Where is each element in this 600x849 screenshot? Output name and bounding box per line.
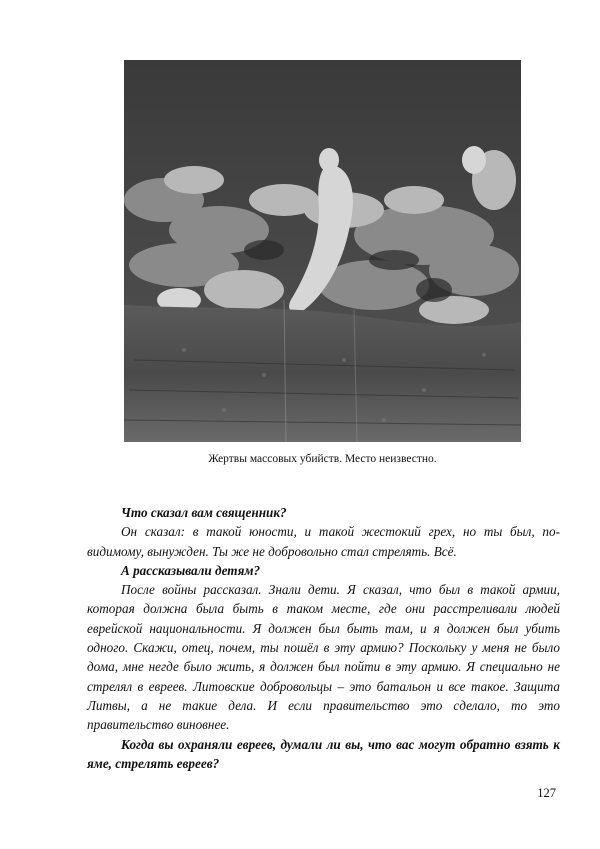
interview-answer: После войны рассказал. Знали дети. Я сказал, что был в такой армии, которая должна была быть в таком месте, где они расстреливали людей еврейской национальности. Я должен был быть там, и я должен был убить одного. Скажи, отец, почем, ты пошёл в эту армию? Поскольку у меня не было дома, мне негде было жить, я должен был пойти в эту армию. Я специально не стрелял в евреев. Литовские добровольцы – это батальон и все такое. Защита Литвы, а не такие дела. И если правительство это сделало, то это правительство виновнее. xyxy=(87,582,560,733)
historical-photograph xyxy=(124,60,521,442)
interview-question: Когда вы охраняли евреев, думали ли вы, что вас могут обратно взять к яме, стрелять евреев? xyxy=(87,736,560,771)
page-number: 127 xyxy=(537,786,556,800)
interview-question: Что сказал вам священник? xyxy=(121,505,287,520)
interview-text xyxy=(87,503,560,773)
interview-answer: Он сказал: в такой юности, и такой жестокий грех, но ты был, по-видимому, вынужден. Ты же не добровольно стал стрелять. Всё. xyxy=(87,524,560,559)
figure-caption: Жертвы массовых убийств. Место неизвестно. xyxy=(208,453,437,465)
interview-question: А рассказывали детям? xyxy=(121,562,261,578)
